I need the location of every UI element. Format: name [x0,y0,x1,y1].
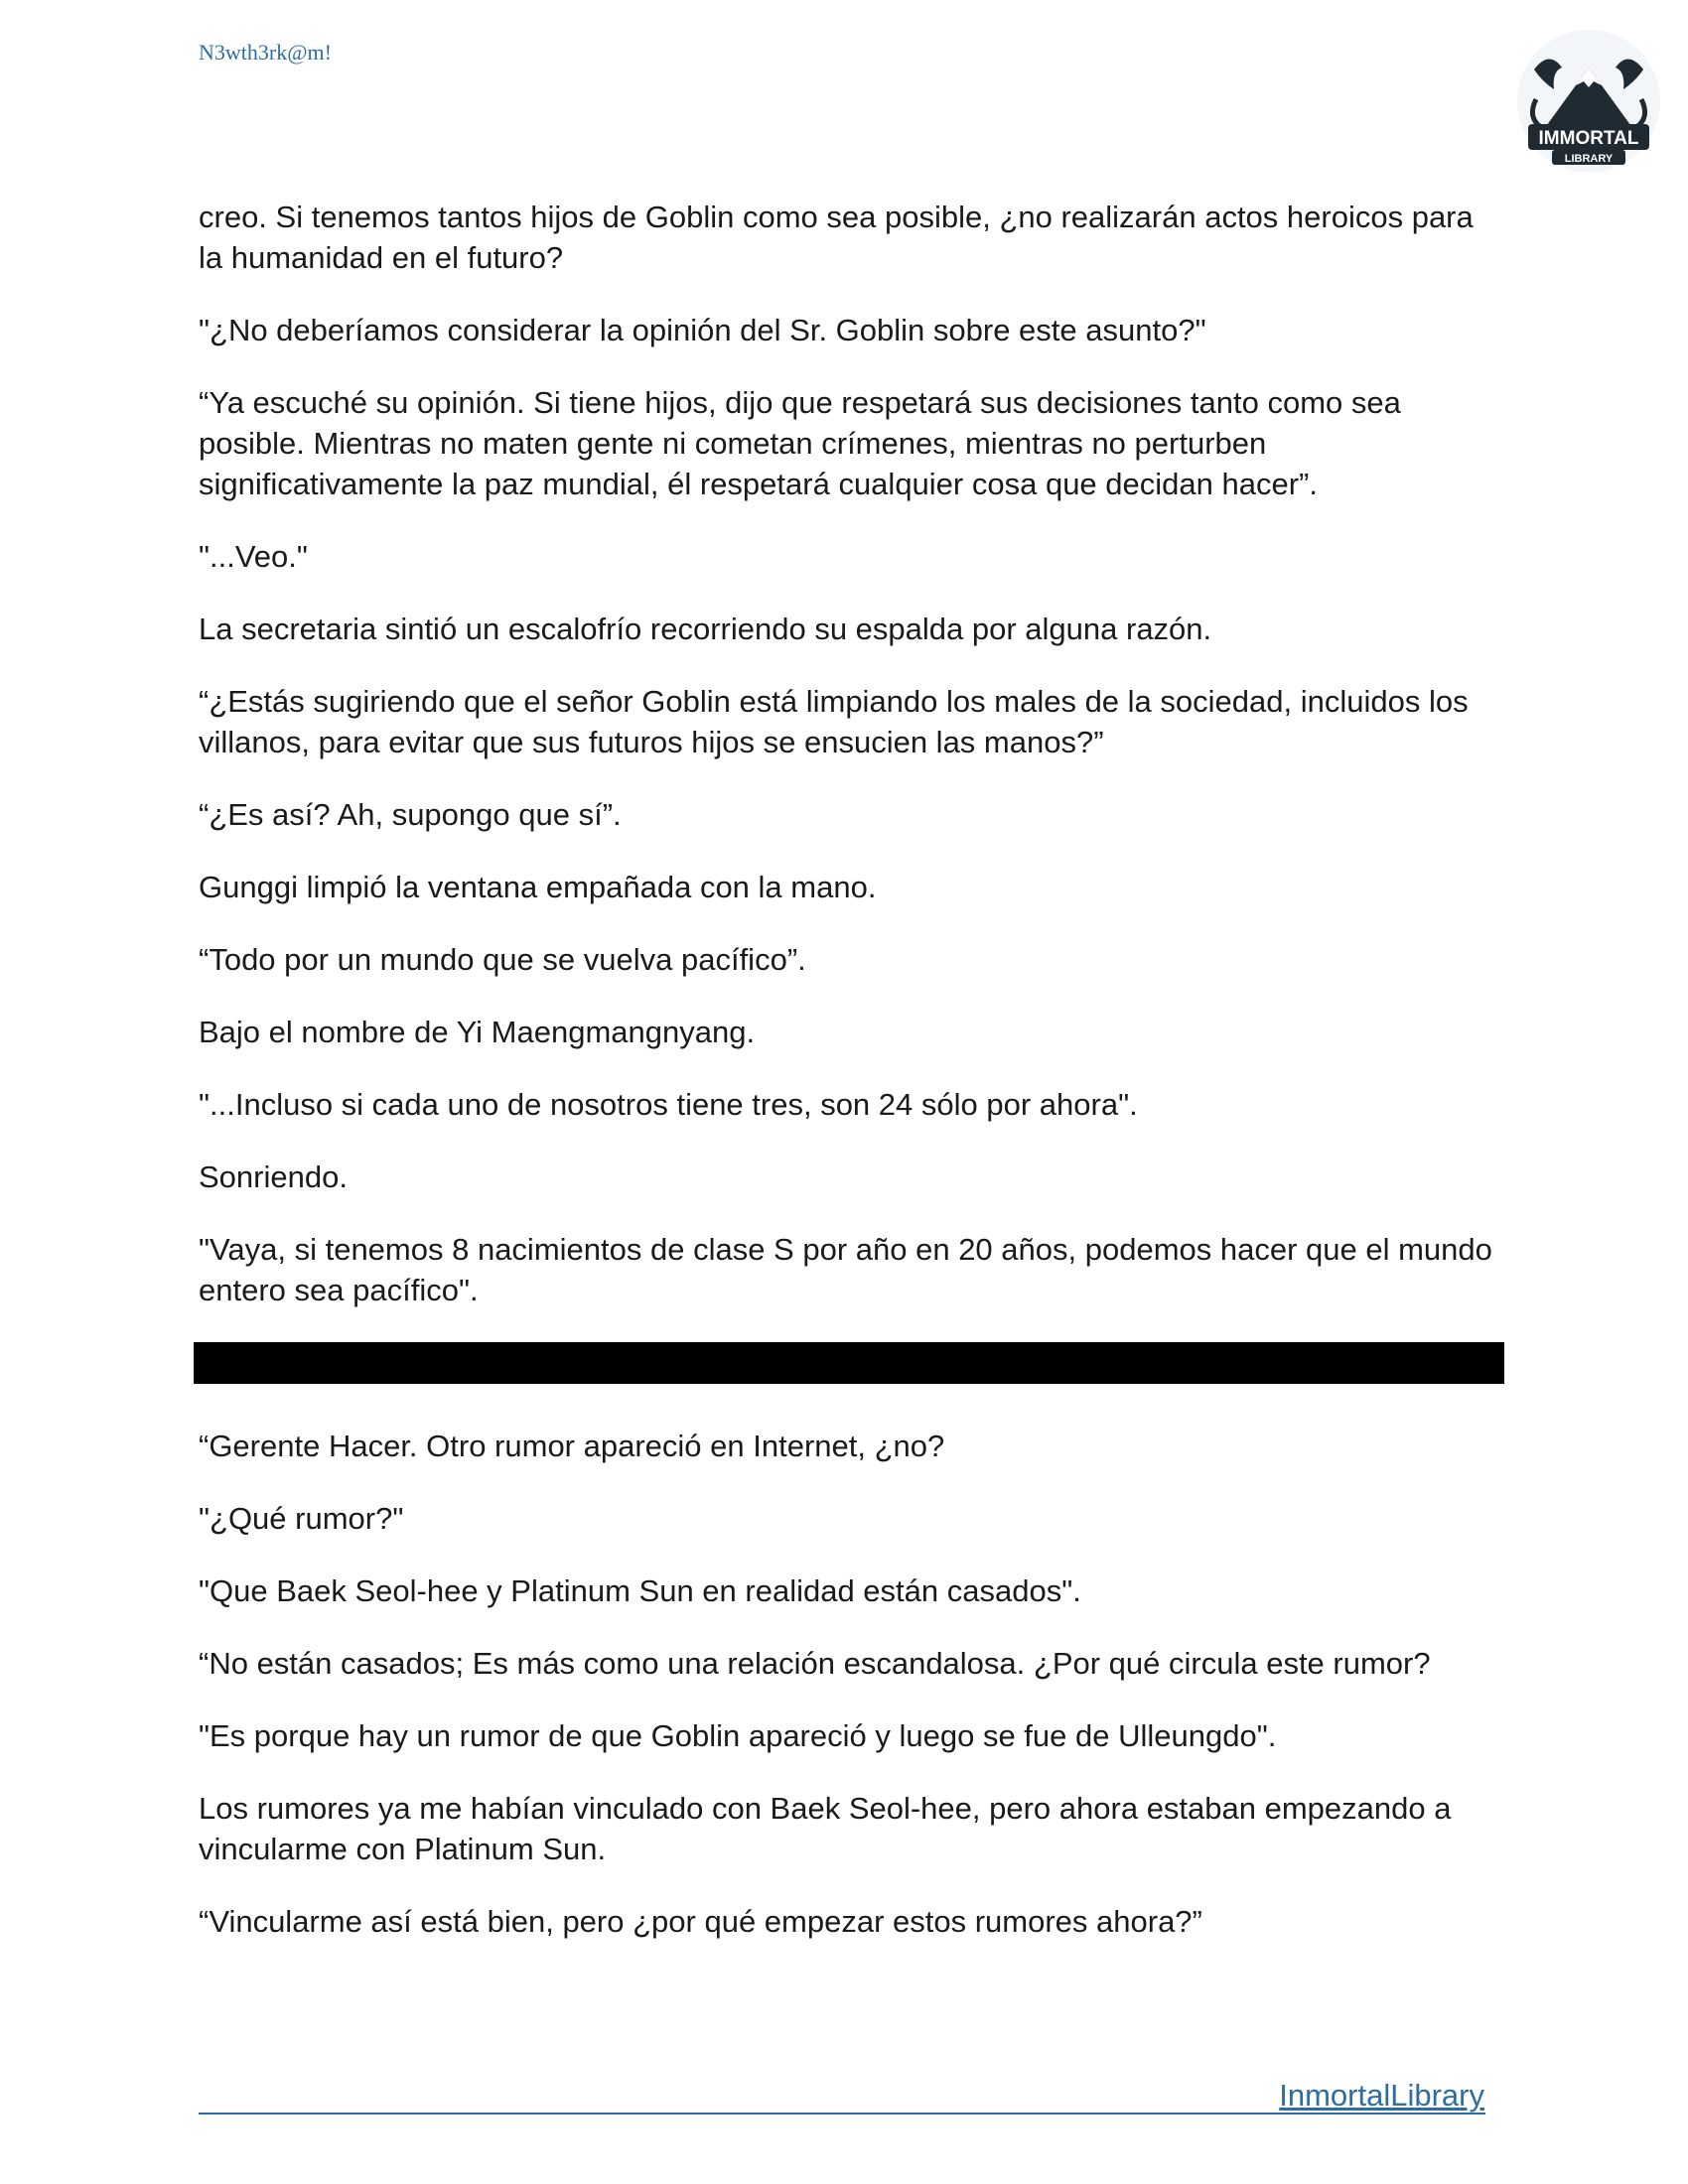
logo-text: IMMORTAL [1538,128,1639,149]
paragraph: Bajo el nombre de Yi Maengmangnyang. [199,1015,756,1049]
paragraph: “Gerente Hacer. Otro rumor apareció en Internet, ¿no? [199,1429,945,1463]
paragraph: La secretaria sintió un escalofrío recorriendo su espalda por alguna razón. [199,612,1212,646]
paragraph: Sonriendo. [199,1160,348,1194]
paragraph: creo. Si tenemos tantos hijos de Goblin como sea posible, ¿no realizarán actos heroicos para la humanidad en el futuro? [199,200,1474,275]
paragraph: "...Incluso si cada uno de nosotros tiene tres, son 24 sólo por ahora". [199,1087,1138,1122]
header-tag: N3wth3rk@m! [199,40,332,65]
paragraph: “¿Es así? Ah, supongo que sí”. [199,797,622,832]
section-divider [194,1342,1504,1384]
page-body [199,197,1499,1974]
section-two [199,1426,1499,1942]
paragraph: “No están casados; Es más como una relación escandalosa. ¿Por qué circula este rumor? [199,1646,1431,1681]
paragraph: "¿No deberíamos considerar la opinión del Sr. Goblin sobre este asunto?" [199,313,1206,347]
paragraph: “Todo por un mundo que se vuelva pacífico”. [199,942,806,977]
paragraph: “Vincularme así está bien, pero ¿por qué empezar estos rumores ahora?” [199,1904,1202,1939]
paragraph: "...Veo." [199,539,308,574]
section-one [199,197,1499,1310]
paragraph: "¿Qué rumor?" [199,1501,404,1536]
logo-subtext: LIBRARY [1564,153,1614,165]
paragraph: "Vaya, si tenemos 8 nacimientos de clase S por año en 20 años, podemos hacer que el mundo entero sea pacífico". [199,1232,1492,1307]
paragraph: “¿Estás sugiriendo que el señor Goblin está limpiando los males de la sociedad, incluidos los villanos, para evitar que sus futuros hijos se ensucien las manos?” [199,684,1469,759]
footer-line [199,2113,1485,2115]
paragraph: "Que Baek Seol-hee y Platinum Sun en realidad están casados". [199,1573,1081,1608]
footer-link[interactable]: InmortalLibrary [1279,2078,1484,2113]
immortal-library-logo [1514,30,1663,179]
paragraph: Los rumores ya me habían vinculado con Baek Seol-hee, pero ahora estaban empezando a vincularme con Platinum Sun. [199,1791,1452,1866]
paragraph: “Ya escuché su opinión. Si tiene hijos, dijo que respetará sus decisiones tanto como sea posible. Mientras no maten gente ni cometan crímenes, mientras no perturben significativamente la paz mundial, él respetará cualquier cosa que decidan hacer”. [199,385,1401,501]
paragraph: "Es porque hay un rumor de que Goblin apareció y luego se fue de Ulleungdo". [199,1718,1277,1753]
paragraph: Gunggi limpió la ventana empañada con la mano. [199,870,877,904]
